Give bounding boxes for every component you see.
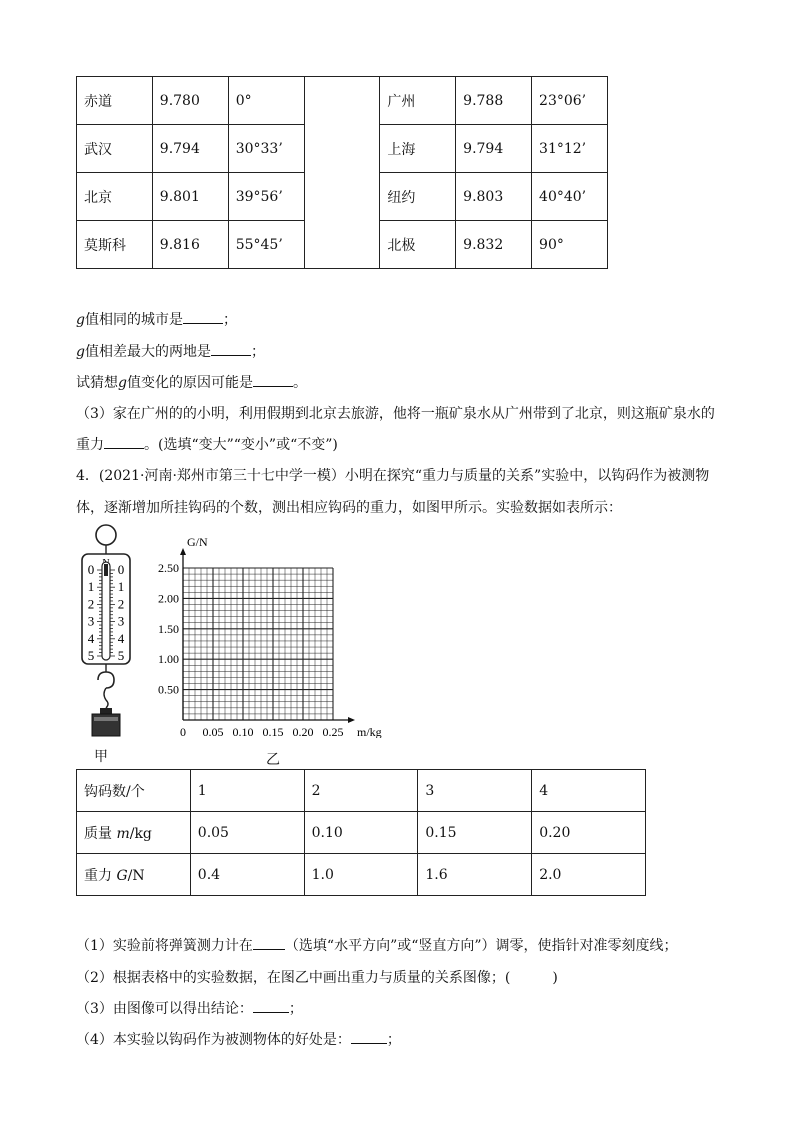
y-tick-label: 1.50 — [158, 621, 179, 636]
empty-separator-cell — [304, 77, 380, 269]
scale-tick-label: 4 — [117, 630, 125, 646]
place-cell: 武汉 — [77, 125, 153, 173]
latitude-cell: 0° — [228, 77, 304, 125]
y-tick-label: 1.00 — [158, 652, 179, 667]
g-value-cell: 9.801 — [152, 173, 228, 221]
figure-label-yi: 乙 — [266, 752, 280, 768]
scale-pointer — [104, 564, 108, 576]
table-cell: 1.6 — [418, 854, 532, 896]
weight-data-table — [76, 769, 646, 896]
x-tick-label: 0.20 — [292, 725, 314, 738]
scale-tick-label: 2 — [87, 596, 95, 612]
table-row — [77, 812, 646, 854]
q4-sub1: （1）实验前将弹簧测力计在 （选填“水平方向”或“竖直方向”）调零，使指针对准零刻度线； — [76, 935, 678, 955]
table-row — [77, 770, 646, 812]
scale-tick-label: 1 — [87, 579, 95, 595]
scale-tick-label: 0 — [117, 562, 125, 577]
x-tick-label: 0.05 — [202, 725, 224, 738]
place-cell: 广州 — [380, 77, 456, 125]
scale-tick-label: 4 — [87, 630, 95, 646]
g-m-grid-chart — [150, 538, 390, 738]
g-value-cell: 9.816 — [152, 221, 228, 269]
q4-sub4: （4）本实验以钩码作为被测物体的好处是： ； — [76, 1029, 401, 1049]
table-cell: 0.10 — [304, 812, 418, 854]
q3-line1: g值相同的城市是 ； — [76, 309, 237, 329]
table-cell: 3 — [418, 770, 532, 812]
table-cell: 1.0 — [304, 854, 418, 896]
table-cell: 2 — [304, 770, 418, 812]
table-row — [77, 77, 608, 125]
weight-cap — [100, 708, 112, 714]
g-value-cell: 9.832 — [456, 221, 532, 269]
place-cell: 北极 — [380, 221, 456, 269]
answer-blank[interactable] — [253, 935, 285, 950]
place-cell: 上海 — [380, 125, 456, 173]
scale-slot — [102, 562, 110, 660]
g-value-cell: 9.788 — [456, 77, 532, 125]
y-tick-label: 2.00 — [158, 591, 179, 606]
scale-tick-label: 3 — [117, 613, 125, 629]
y-axis-arrow — [180, 548, 186, 555]
scale-tick-label: 0 — [87, 562, 95, 577]
place-cell: 纽约 — [380, 173, 456, 221]
y-tick-label: 2.50 — [158, 561, 179, 575]
x-tick-label: 0.10 — [232, 725, 254, 738]
q3-line3: 试猜想g值变化的原因可能是 。 — [76, 372, 307, 392]
x-tick-label: 0.15 — [262, 725, 284, 738]
table-cell: 0.15 — [418, 812, 532, 854]
row-label: 重力 G/N — [77, 854, 191, 896]
g-value-table — [76, 76, 608, 269]
table-row — [77, 854, 646, 896]
answer-blank[interactable] — [183, 309, 223, 324]
q4-sub2: （2）根据表格中的实验数据，在图乙中画出重力与质量的关系图像；( ) — [76, 970, 558, 986]
latitude-cell: 23°06’ — [532, 77, 608, 125]
q4-intro-line2: 体，逐渐增加所挂钩码的个数，测出相应钩码的重力，如图甲所示。实验数据如表所示： — [76, 500, 622, 516]
q3-part3-line2: 重力 。(选填“变大”“变小”或“不变”) — [76, 434, 338, 454]
g-value-cell: 9.780 — [152, 77, 228, 125]
scale-tick-label: 1 — [117, 579, 125, 595]
table-cell: 0.20 — [532, 812, 646, 854]
y-axis-label: G/N — [187, 538, 208, 549]
latitude-cell: 40°40’ — [532, 173, 608, 221]
latitude-cell: 39°56’ — [228, 173, 304, 221]
spring-scale-figure — [76, 520, 156, 742]
table-cell: 2.0 — [532, 854, 646, 896]
table-cell: 1 — [190, 770, 304, 812]
q3-line2: g值相差最大的两地是 ； — [76, 341, 265, 361]
g-value-cell: 9.803 — [456, 173, 532, 221]
g-value-cell: 9.794 — [456, 125, 532, 173]
figure-label-jia: 甲 — [94, 749, 108, 765]
place-cell: 莫斯科 — [77, 221, 153, 269]
latitude-cell: 30°33’ — [228, 125, 304, 173]
answer-blank[interactable] — [351, 1029, 387, 1044]
x-axis-label: m/kg — [357, 725, 382, 738]
q4-intro-line1: 4．(2021·河南·郑州市第三十七中学一模）小明在探究“重力与质量的关系”实验中，以钩码作为被测物 — [76, 468, 710, 484]
place-cell: 北京 — [77, 173, 153, 221]
table-cell: 0.4 — [190, 854, 304, 896]
answer-blank[interactable] — [104, 434, 144, 449]
x-tick-label: 0.25 — [322, 725, 344, 738]
g-value-cell: 9.794 — [152, 125, 228, 173]
x-axis-arrow — [348, 717, 355, 723]
table-cell: 0.05 — [190, 812, 304, 854]
scale-tick-label: 2 — [117, 596, 125, 612]
scale-tick-label: 3 — [87, 613, 95, 629]
answer-blank[interactable] — [253, 372, 293, 387]
answer-blank[interactable] — [211, 341, 251, 356]
scale-hook — [98, 672, 114, 688]
row-label: 钩码数/个 — [77, 770, 191, 812]
answer-blank[interactable] — [253, 998, 289, 1013]
place-cell: 赤道 — [77, 77, 153, 125]
y-tick-label: 0.50 — [158, 682, 179, 697]
latitude-cell: 55°45’ — [228, 221, 304, 269]
scale-ring — [96, 525, 116, 545]
latitude-cell: 31°12’ — [532, 125, 608, 173]
row-label: 质量 m/kg — [77, 812, 191, 854]
q4-sub3: （3）由图像可以得出结论： ； — [76, 998, 303, 1018]
scale-tick-label: 5 — [117, 648, 125, 663]
latitude-cell: 90° — [532, 221, 608, 269]
table-cell: 4 — [532, 770, 646, 812]
q3-part3-line1: （3）家在广州的的小明，利用假期到北京去旅游，他将一瓶矿泉水从广州带到了北京，则这瓶矿泉水的 — [76, 406, 715, 422]
scale-tick-label: 5 — [87, 648, 95, 663]
x-tick-label: 0 — [180, 725, 186, 738]
